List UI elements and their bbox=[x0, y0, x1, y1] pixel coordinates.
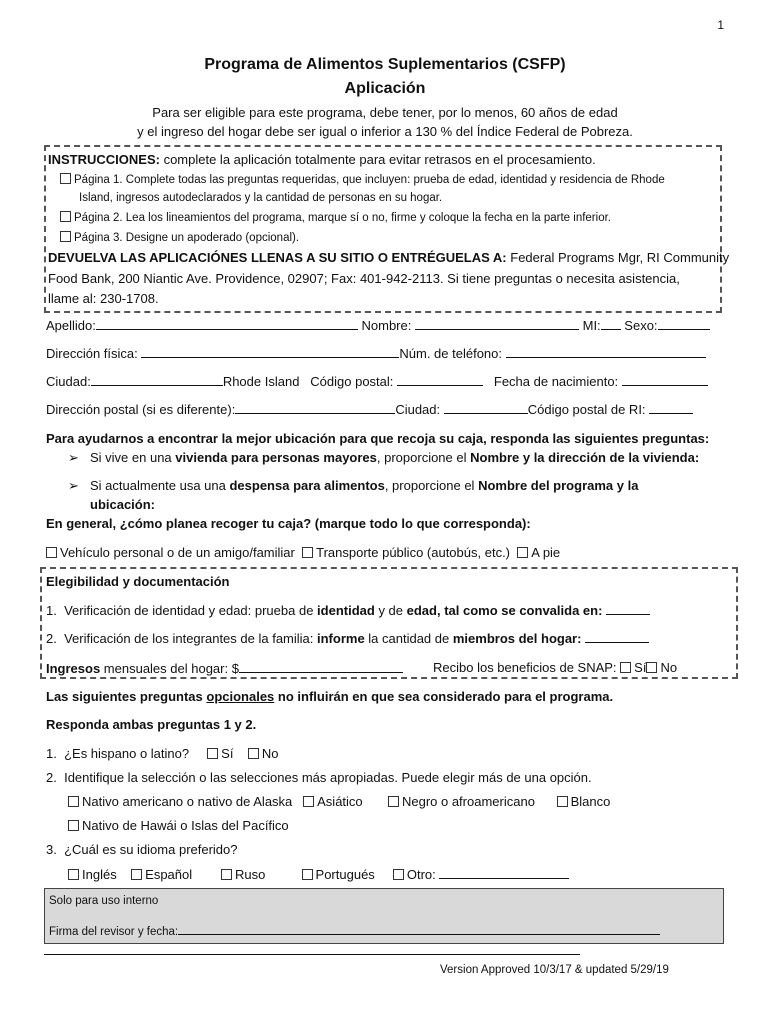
pickup-question: Para ayudarnos a encontrar la mejor ubicación para que recoja su caja, responda las siguientes preguntas: bbox=[46, 431, 710, 446]
instruction-page3-text: Página 3. Designe un apoderado (opcional). bbox=[74, 232, 300, 244]
checkbox-icon bbox=[60, 173, 71, 184]
income-row: Ingresos mensuales del hogar: $ bbox=[46, 660, 403, 676]
instruction-page2 bbox=[60, 211, 611, 224]
ciudad2-label: Ciudad: bbox=[395, 402, 441, 417]
checkbox-russian[interactable] bbox=[221, 869, 232, 880]
checkbox-public-transport[interactable] bbox=[302, 547, 313, 558]
ciudad-field[interactable] bbox=[91, 373, 223, 386]
checkbox-walk[interactable] bbox=[517, 547, 528, 558]
checkbox-spanish[interactable] bbox=[131, 869, 142, 880]
postal-field[interactable] bbox=[235, 401, 395, 414]
checkbox-black[interactable] bbox=[388, 796, 399, 807]
checkbox-hawaiian[interactable] bbox=[68, 820, 79, 831]
checkbox-native-american[interactable] bbox=[68, 796, 79, 807]
instructions-text: complete la aplicación totalmente para evitar retrasos en el procesamiento. bbox=[159, 152, 596, 167]
instructions-label: INSTRUCCIONES: bbox=[48, 152, 160, 167]
instructions-header bbox=[48, 152, 596, 167]
arrow-bullet-icon: ➢ bbox=[68, 478, 79, 493]
pickup-bullet-2-cont: ubicación: bbox=[90, 497, 156, 512]
name-row bbox=[46, 317, 710, 333]
nacimiento-label: Fecha de nacimiento: bbox=[493, 374, 619, 389]
footer-rule bbox=[44, 954, 580, 955]
city-row bbox=[46, 373, 708, 389]
instruction-page1-text: Página 1. Complete todas las preguntas requeridas, que incluyen: prueba de edad, identidad y residencia de Rhode bbox=[74, 174, 665, 186]
codigo-label: Código postal: bbox=[310, 374, 394, 389]
document-title: Programa de Alimentos Suplementarios (CSFP) bbox=[204, 56, 566, 73]
checkbox-snap-no[interactable] bbox=[646, 662, 657, 673]
intro-line-2: y el ingreso del hogar debe ser igual o inferior a 130 % del Índice Federal de Pobreza. bbox=[137, 124, 633, 139]
address-row bbox=[46, 345, 706, 361]
return-line-2: Food Bank, 200 Niantic Ave. Providence, 02907; Fax: 401-942-2113. Si tiene preguntas o necesita asistencia, bbox=[48, 271, 680, 286]
apellido-field[interactable] bbox=[96, 317, 358, 330]
question-2: 2. Identifique la selección o las selecciones más apropiadas. Puede elegir más de una opción. bbox=[46, 770, 592, 785]
language-options: Inglés Español Ruso Portugués Otro: bbox=[68, 866, 569, 882]
pickup-bullet-1: ➢ Si vive en una vivienda para personas mayores, proporcione el Nombre y la dirección de la vivienda: bbox=[68, 450, 700, 465]
return-line-1 bbox=[48, 250, 729, 265]
pickup-options: Vehículo personal o de un amigo/familiar Transporte público (autobús, etc.) A pie bbox=[46, 545, 560, 560]
checkbox-hispanic-yes[interactable] bbox=[207, 748, 218, 759]
checkbox-snap-yes[interactable] bbox=[620, 662, 631, 673]
checkbox-asian[interactable] bbox=[303, 796, 314, 807]
checkbox-icon bbox=[60, 231, 71, 242]
direccion-field[interactable] bbox=[141, 345, 399, 358]
nacimiento-field[interactable] bbox=[622, 373, 708, 386]
reviewer-signature-row: Firma del revisor y fecha: bbox=[49, 922, 660, 938]
state-label: Rhode Island bbox=[222, 374, 300, 389]
document-subtitle: Aplicación bbox=[344, 80, 426, 97]
version-footer: Version Approved 10/3/17 & updated 5/29/19 bbox=[440, 964, 669, 976]
checkbox-vehicle[interactable] bbox=[46, 547, 57, 558]
snap-row: Recibo los beneficios de SNAP: Sí No bbox=[433, 660, 678, 675]
instruction-page1-cont: Island, ingresos autodeclarados y la cantidad de personas en su hogar. bbox=[79, 192, 443, 204]
eligibility-item-1: 1. Verificación de identidad y edad: prueba de identidad y de edad, tal como se convalida en: bbox=[46, 602, 650, 618]
id-proof-field[interactable] bbox=[606, 602, 650, 615]
checkbox-icon bbox=[60, 211, 71, 222]
sexo-label: Sexo: bbox=[624, 318, 658, 333]
optional-both: Responda ambas preguntas 1 y 2. bbox=[46, 717, 257, 732]
internal-use-title: Solo para uso interno bbox=[49, 895, 159, 907]
eligibility-item-2: 2. Verificación de los integrantes de la familia: informe la cantidad de miembros del hogar: bbox=[46, 630, 649, 646]
race-options-2: Nativo de Hawái o Islas del Pacífico bbox=[68, 818, 289, 833]
apellido-label: Apellido: bbox=[46, 318, 96, 333]
other-language-field[interactable] bbox=[439, 866, 569, 879]
instructions-box bbox=[44, 145, 722, 313]
instruction-page3 bbox=[60, 231, 299, 244]
sexo-field[interactable] bbox=[658, 317, 710, 330]
question-1: 1. ¿Es hispano o latino? Sí No bbox=[46, 746, 279, 761]
checkbox-hispanic-no[interactable] bbox=[248, 748, 259, 759]
checkbox-english[interactable] bbox=[68, 869, 79, 880]
telefono-label: Núm. de teléfono: bbox=[399, 346, 502, 361]
household-members-field[interactable] bbox=[585, 630, 649, 643]
codigo-field[interactable] bbox=[397, 373, 483, 386]
arrow-bullet-icon: ➢ bbox=[68, 450, 79, 465]
instruction-page1 bbox=[60, 173, 665, 186]
pickup-bullet-2: ➢ Si actualmente usa una despensa para alimentos, proporcione el Nombre del programa y la bbox=[68, 478, 639, 493]
mi-label: MI: bbox=[582, 318, 601, 333]
checkbox-other[interactable] bbox=[393, 869, 404, 880]
intro-line-1: Para ser eligible para este programa, debe tener, por lo menos, 60 años de edad bbox=[152, 105, 618, 120]
ciudad2-field[interactable] bbox=[444, 401, 528, 414]
direccion-label: Dirección física: bbox=[46, 346, 138, 361]
income-field[interactable] bbox=[239, 660, 403, 673]
telefono-field[interactable] bbox=[506, 345, 706, 358]
race-options-1: Nativo americano o nativo de Alaska Asiático Negro o afroamericano Blanco bbox=[68, 794, 610, 809]
codigo-ri-field[interactable] bbox=[649, 401, 693, 414]
return-label: DEVUELVA LAS APLICACIÓNES LLENAS A SU SITIO O ENTRÉGUELAS A: bbox=[48, 250, 507, 265]
ciudad-label: Ciudad: bbox=[46, 374, 91, 389]
optional-note: Las siguientes preguntas opcionales no influirán en que sea considerado para el programa. bbox=[46, 689, 614, 704]
postal-row bbox=[46, 401, 693, 417]
postal-label: Dirección postal (si es diferente): bbox=[46, 402, 236, 417]
codigo-ri-label: Código postal de RI: bbox=[527, 402, 646, 417]
nombre-label: Nombre: bbox=[361, 318, 412, 333]
instruction-page2-text: Página 2. Lea los lineamientos del programa, marque sí o no, firme y coloque la fecha en la parte inferior. bbox=[74, 212, 611, 224]
eligibility-title: Elegibilidad y documentación bbox=[46, 574, 230, 589]
checkbox-portuguese[interactable] bbox=[302, 869, 313, 880]
question-3: 3. ¿Cuál es su idioma preferido? bbox=[46, 842, 238, 857]
reviewer-signature-field[interactable] bbox=[178, 922, 660, 935]
nombre-field[interactable] bbox=[415, 317, 579, 330]
return-line-3: llame al: 230-1708. bbox=[48, 291, 159, 306]
pickup-how: En general, ¿cómo planea recoger tu caja? (marque todo lo que corresponda): bbox=[46, 516, 531, 531]
checkbox-white[interactable] bbox=[557, 796, 568, 807]
page-number: 1 bbox=[717, 18, 724, 32]
mi-field[interactable] bbox=[601, 317, 621, 330]
return-text-1: Federal Programs Mgr, RI Community bbox=[506, 250, 730, 265]
